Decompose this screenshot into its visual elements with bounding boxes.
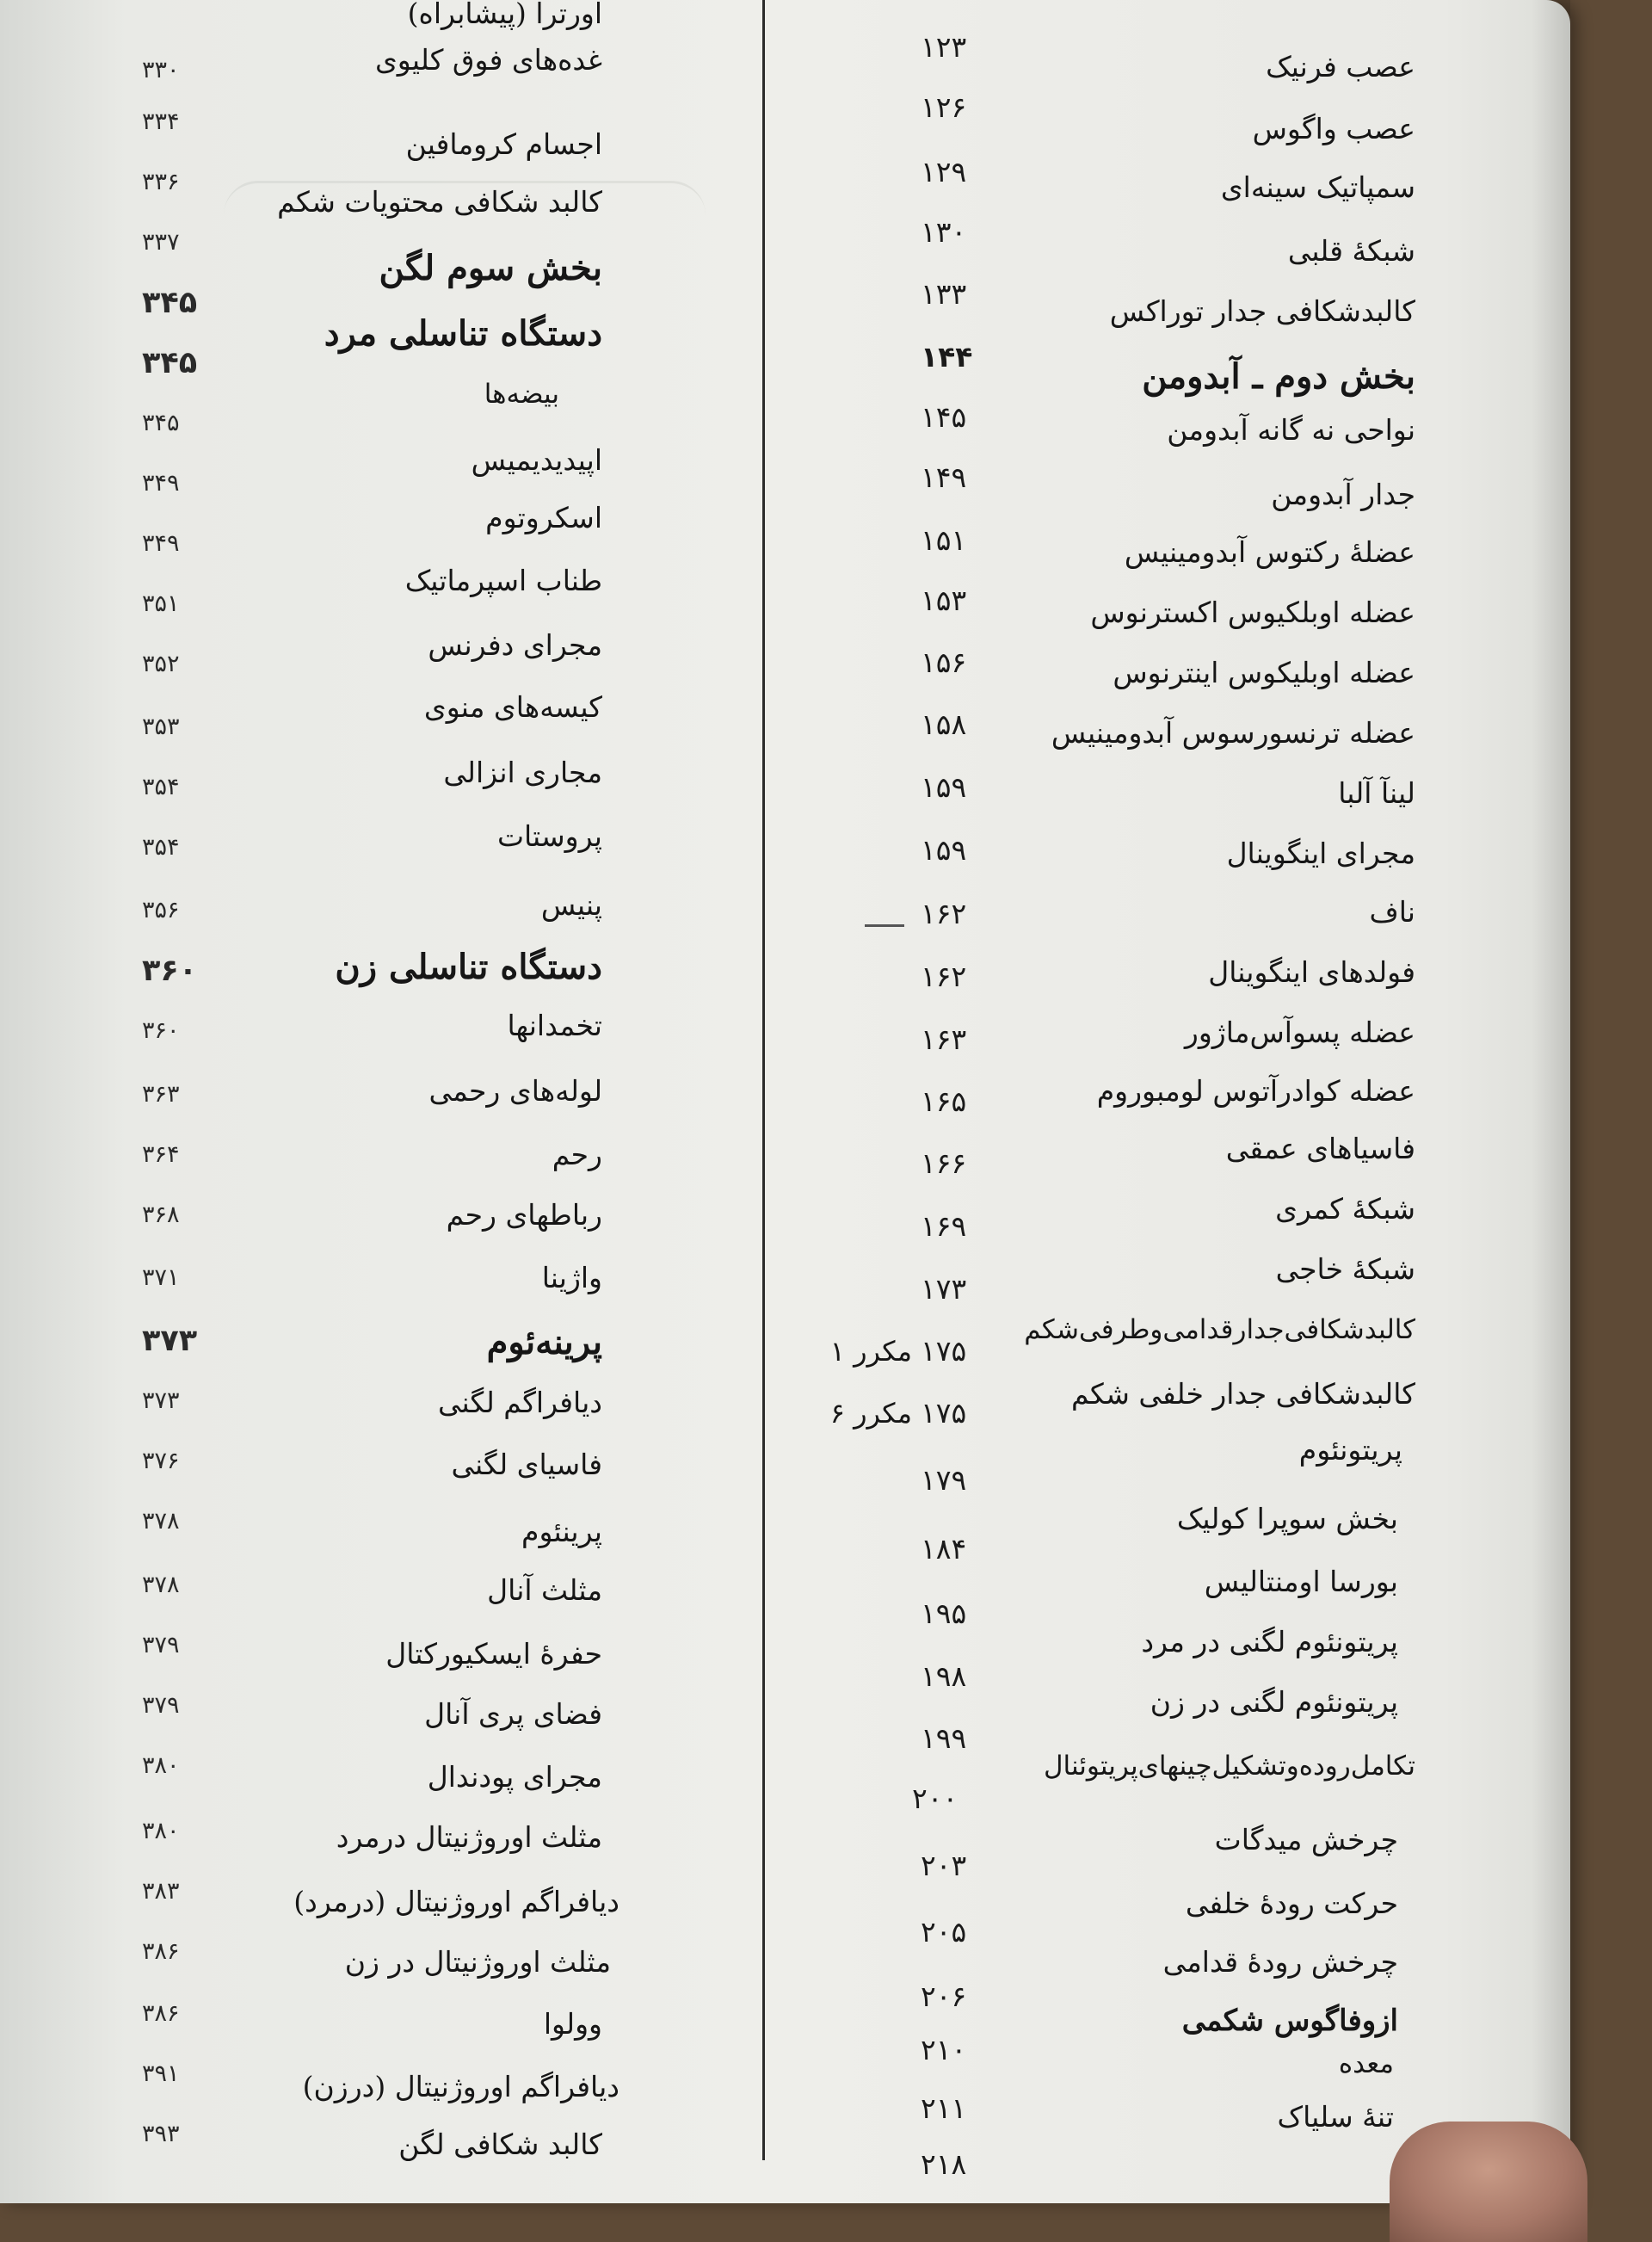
right-entry: [989, 707, 1415, 759]
right-entry: [989, 1244, 1415, 1295]
entry-page: ۳۷۳: [142, 1387, 180, 1414]
right-entry: [989, 41, 1415, 93]
right-page-number: [921, 1014, 1015, 1065]
entry-page: ۱۶۲: [921, 960, 967, 993]
thumb: [1390, 2122, 1587, 2242]
entry-page: ۱۸۴: [921, 1532, 967, 1566]
entry-page: ۳۳۰: [142, 57, 180, 83]
right-entry: [989, 2038, 1394, 2090]
right-entry: [989, 768, 1415, 819]
entry-title: کالبدشکافی جدار خلفی شکم: [1071, 1377, 1415, 1411]
right-page-number: [921, 22, 1015, 73]
right-page-number: [921, 452, 1015, 503]
entry-page: ۳۹۱: [142, 2060, 180, 2087]
entry-page: ۲۱۸: [921, 2147, 967, 2181]
entry-title: سمپاتیک سینه‌ای: [1220, 170, 1415, 204]
left-page-number: [142, 398, 658, 449]
entry-title: پریتونئوم لگنی در زن: [1150, 1685, 1398, 1719]
left-page-number: [142, 1375, 658, 1427]
margin-tick-mark: [865, 924, 904, 927]
right-entry: [989, 405, 1415, 456]
entry-page: ۳۳۶: [142, 169, 180, 195]
entry-page: ۲۰۰: [912, 1782, 959, 1815]
entry-page: ۳۸۶: [142, 2000, 180, 2027]
entry-page: ۳۴۵: [142, 346, 198, 380]
entry-title: اسکروتوم: [485, 501, 602, 534]
entry-page: ۳۷۹: [142, 1632, 180, 1658]
entry-title: ازوفاگوس شکمی: [1181, 2004, 1398, 2038]
entry-title: عضله پسوآس‌ماژور: [1184, 1016, 1415, 1049]
entry-page: ۳۴۹: [142, 470, 180, 497]
right-page-number: [921, 146, 1015, 198]
entry-title: بیضه‌ها: [484, 379, 559, 410]
entry-page: ۱۶۵: [921, 1084, 967, 1118]
entry-title: لینآ آلبا: [1338, 776, 1415, 810]
right-entry: [989, 1183, 1415, 1235]
entry-title: مجرای دفرنس: [428, 628, 602, 662]
entry-title: مثلث اوروژنیتال در زن: [344, 1945, 611, 1979]
entry-title: عضلهٔ رکتوس آبدومینیس: [1124, 535, 1415, 569]
repeat-note-text: مکرر ۶: [829, 1397, 912, 1430]
entry-title: ناف: [1369, 895, 1415, 929]
left-page-number: [142, 1680, 658, 1732]
entry-title: رباطهای رحم: [446, 1198, 602, 1232]
entry-page: ۳۵۶: [142, 897, 180, 923]
entry-title: چرخش میدگات: [1214, 1823, 1398, 1856]
page-edge-shadow: [1532, 0, 1570, 2203]
entry-page: ۲۱۱: [921, 2091, 967, 2125]
right-entry: [989, 1814, 1398, 1866]
entry-title: طناب اسپرماتیک: [404, 564, 602, 597]
left-page-number: [142, 2048, 658, 2100]
entry-page: ۱۵۹: [921, 770, 967, 804]
left-page-number: [142, 458, 658, 510]
right-entry: [989, 1368, 1415, 1420]
entry-page: ۱۵۶: [921, 645, 967, 679]
entry-page: ۱۶۳: [921, 1022, 967, 1056]
entry-page: ۱۹۸: [921, 1659, 967, 1693]
entry-title: کالبد شکافی محتویات شکم: [277, 185, 602, 219]
entry-title: جدار آبدومن: [1271, 478, 1415, 511]
entry-title: دستگاه تناسلی زن: [335, 947, 602, 987]
entry-page: ۱۴۹: [921, 460, 967, 494]
entry-title: عصب فرنیک: [1266, 50, 1415, 83]
right-entry: [989, 828, 1415, 880]
entry-page: ۲۱۰: [921, 2033, 967, 2066]
right-entry: [989, 1007, 1415, 1059]
entry-page: ۱۲۳: [921, 30, 967, 64]
entry-title: بخش دوم ـ آبدومن: [1142, 356, 1415, 397]
left-page-number: [142, 1866, 658, 1918]
entry-page: ۱۵۸: [921, 707, 967, 741]
entry-page: ۱۶۲: [921, 897, 967, 930]
right-entry: [989, 1616, 1398, 1668]
entry-page: ۳۹۳: [142, 2121, 180, 2147]
entry-page: ۳۵۲: [142, 651, 180, 677]
entry-title: مثلث اوروژنیتال درمرد: [336, 1820, 602, 1854]
right-page-number: [921, 1138, 1015, 1189]
left-page-number: [142, 1252, 658, 1304]
entry-page: ۱۴۴: [921, 340, 973, 374]
right-page-number: [921, 637, 1015, 689]
left-page-number: [142, 885, 658, 936]
entry-title: شبکهٔ خاجی: [1275, 1252, 1415, 1286]
right-entry: [989, 1677, 1398, 1728]
left-page-number: [142, 822, 658, 874]
entry-page: ۳۵۴: [142, 774, 180, 800]
left-page-number: [142, 1069, 658, 1121]
entry-title: واژینا: [541, 1261, 602, 1294]
right-page-number: [921, 762, 1015, 813]
entry-page: ۳۴۹: [142, 530, 180, 557]
entry-page: ۳۳۷: [142, 229, 180, 256]
entry-title: دستگاه تناسلی مرد: [324, 313, 602, 354]
left-page-number: [142, 1988, 658, 2040]
entry-title: دیافراگم اوروژنیتال (درمرد): [293, 1885, 620, 1918]
entry-title: پریتونئوم: [1298, 1433, 1402, 1467]
right-entry: [989, 162, 1415, 213]
right-page-number: [921, 331, 1015, 383]
entry-page: ۳۶۰: [142, 954, 198, 988]
right-entry: [989, 527, 1415, 578]
left-page-number: [142, 1806, 658, 1857]
left-page-number: [142, 1129, 658, 1181]
entry-page: ۳۶۰: [142, 1017, 180, 1044]
entry-page: ۳۸۰: [142, 1752, 180, 1779]
entry-title: کالبدشکافی‌جدارقدامی‌وطرفی‌شکم: [1024, 1314, 1415, 1345]
right-page-number: [921, 699, 1015, 750]
right-page-number: [921, 392, 1015, 443]
entry-title: فاسیاهای عمقی: [1225, 1132, 1415, 1165]
entry-title: بورسا اومنتالیس: [1204, 1565, 1398, 1598]
right-entry: [989, 1123, 1415, 1175]
entry-title: کالبد شکافی لگن: [398, 2128, 602, 2161]
entry-title: مجرای پودندال: [427, 1760, 602, 1794]
entry-title: رحم: [552, 1138, 602, 1171]
entry-page: ۳۵۱: [142, 590, 180, 617]
left-page-number: [142, 45, 658, 96]
right-entry: [989, 1304, 1415, 1356]
left-page-number: [142, 1620, 658, 1671]
entry-page: ۳۷۳: [142, 1324, 198, 1358]
entry-page: ۳۸۶: [142, 1938, 180, 1965]
entry-title: حفرهٔ ایسکیورکتال: [385, 1637, 602, 1671]
left-page-number: [142, 157, 658, 208]
entry-page: ۱۲۹: [921, 155, 967, 188]
entry-title: بخش سوم لگن: [379, 248, 602, 288]
repeat-note: [792, 1387, 912, 1439]
entry-page: ۱۵۹: [921, 833, 967, 867]
entry-page: ۲۰۶: [921, 1980, 967, 2013]
right-page-number: [921, 207, 1015, 258]
entry-page: ۱۷۳: [921, 1272, 967, 1306]
entry-page: ۱۳۳: [921, 277, 967, 311]
repeat-note-text: مکرر ۱: [829, 1335, 912, 1368]
entry-title: عضله کوادرآتوس لومبوروم: [1096, 1074, 1415, 1108]
entry-page: ۱۵۱: [921, 523, 967, 557]
left-page-number: [142, 762, 658, 813]
right-entry: [989, 225, 1415, 277]
left-page-number: [142, 639, 658, 690]
entry-title: کالبدشکافی جدار توراکس: [1109, 294, 1415, 328]
left-page-number: [142, 1436, 658, 1487]
entry-title: مثلث آنال: [487, 1573, 602, 1607]
repeat-note: [792, 1325, 912, 1377]
right-entry: [989, 286, 1415, 337]
left-page-number: [142, 96, 658, 148]
right-entry: [989, 587, 1415, 639]
entry-page: ۱۴۵: [921, 400, 967, 434]
right-section-heading: [989, 351, 1415, 403]
entry-title: شبکهٔ کمری: [1275, 1192, 1415, 1226]
entry-title: پنیس: [540, 888, 602, 922]
entry-page: ۳۶۴: [142, 1141, 180, 1168]
entry-title: پریتونئوم لگنی در مرد: [1141, 1625, 1398, 1658]
right-entry: [989, 947, 1415, 998]
entry-title: پرینئوم: [521, 1515, 602, 1548]
right-entry: [989, 469, 1415, 521]
right-entry: [989, 1424, 1402, 1476]
left-page-number: [142, 1560, 658, 1611]
entry-page: ۱۷۵: [921, 1396, 967, 1430]
entry-page: ۳۵۳: [142, 713, 180, 740]
entry-page: ۱۷۹: [921, 1463, 967, 1497]
entry-page: ۱۶۹: [921, 1209, 967, 1243]
left-page-number: [142, 701, 658, 753]
entry-page: ۳۷۱: [142, 1264, 180, 1291]
entry-title: فاسیای لگنی: [451, 1448, 602, 1481]
entry-title: عضله اوبلکیوس اکسترنوس: [1090, 596, 1415, 629]
left-page-number: [142, 1189, 658, 1241]
entry-title: فولدهای اینگوینال: [1208, 955, 1415, 989]
left-page-number: [142, 1315, 658, 1367]
entry-page: ۳۵۴: [142, 834, 180, 861]
entry-title: نواحی نه گانه آبدومن: [1167, 413, 1415, 447]
entry-title: دیافراگم اوروژنیتال (درزن): [302, 2070, 620, 2103]
entry-title: معده: [1338, 2048, 1394, 2079]
entry-page: ۱۷۵: [921, 1334, 967, 1368]
entry-title: عضله اوبلیکوس اینترنوس: [1113, 656, 1415, 689]
right-page-number: [921, 888, 1015, 940]
right-page-number: [921, 515, 1015, 566]
left-page-number: [142, 277, 658, 329]
left-page-number: [142, 1926, 658, 1978]
entry-page: ۳۸۰: [142, 1818, 180, 1844]
entry-page: ۳۶۸: [142, 1201, 180, 1228]
entry-title: تخمدانها: [507, 1009, 602, 1042]
entry-title: لوله‌های رحمی: [428, 1074, 602, 1108]
right-entry: [989, 1740, 1415, 1792]
entry-page: ۳۸۳: [142, 1878, 180, 1905]
left-page-number: [142, 945, 658, 997]
right-entry: [989, 1936, 1398, 1988]
entry-title: بخش سوپرا کولیک: [1176, 1502, 1398, 1535]
entry-title: دیافراگم لگنی: [438, 1386, 602, 1419]
entry-title: عصب واگوس: [1252, 112, 1415, 145]
left-page-number: [142, 217, 658, 269]
entry-page: ۱۹۹: [921, 1721, 967, 1755]
right-page-number: [921, 575, 1015, 627]
entry-title: حرکت رودهٔ خلفی: [1185, 1887, 1398, 1920]
entry-title: مجاری انزالی: [443, 756, 602, 789]
entry-title: تکامل‌روده‌وتشکیل‌چینهای‌پریتوئنال: [1043, 1751, 1415, 1782]
entry-page: ۳۴۵: [142, 286, 198, 320]
entry-page: ۲۰۵: [921, 1915, 967, 1949]
left-page-number: [142, 337, 658, 389]
left-page-number: [142, 2109, 658, 2160]
entry-page: ۱۵۳: [921, 584, 967, 617]
right-page-number: [921, 269, 1015, 320]
right-page-number: [921, 951, 1015, 1003]
entry-page: ۳۷۶: [142, 1448, 180, 1474]
left-page-number: [142, 1740, 658, 1792]
entry-page: ۳۷۸: [142, 1572, 180, 1598]
right-entry: [989, 2091, 1394, 2143]
column-divider: [762, 0, 765, 2160]
entry-page: ۲۰۳: [921, 1849, 967, 1882]
right-entry: [989, 1556, 1398, 1608]
right-entry: [989, 886, 1415, 938]
entry-title: غده‌های فوق کلیوی: [374, 43, 602, 77]
right-page-number: [921, 82, 1015, 133]
right-entry: [989, 103, 1415, 155]
entry-page: ۱۲۶: [921, 90, 967, 124]
right-entry: [989, 647, 1415, 699]
entry-title: وولوا: [543, 2007, 602, 2041]
entry-page: ۳۷۹: [142, 1692, 180, 1719]
entry-title: پروستات: [496, 819, 602, 853]
entry-title: فضای پری آنال: [424, 1697, 602, 1731]
entry-page: ۱۶۶: [921, 1146, 967, 1180]
left-page-number: [142, 518, 658, 570]
entry-title: مجرای اینگوینال: [1226, 837, 1415, 870]
left-page-number: [142, 1005, 658, 1057]
entry-page: ۳۴۵: [142, 410, 180, 436]
entry-title: تنهٔ سلیاک: [1277, 2100, 1394, 2134]
left-header-fragment-text: اورترا (پیشابراه): [407, 0, 602, 30]
right-entry: [989, 1878, 1398, 1930]
right-entry: [989, 1493, 1398, 1545]
entry-page: ۳۳۴: [142, 108, 180, 135]
entry-title: چرخش رودهٔ قدامی: [1162, 1945, 1398, 1979]
entry-title: پرینه‌ئوم: [486, 1322, 602, 1362]
entry-title: اجسام کرومافین: [405, 127, 602, 161]
right-page-number: [921, 1076, 1015, 1127]
entry-title: شبکهٔ قلبی: [1287, 234, 1415, 268]
entry-title: اپیدیدیمیس: [471, 443, 602, 477]
entry-page: ۱۳۰: [921, 215, 967, 249]
entry-page: ۳۶۳: [142, 1081, 180, 1108]
left-page-number: [142, 578, 658, 630]
right-entry: [989, 1065, 1415, 1117]
right-page-number: [921, 2139, 1015, 2190]
entry-page: ۳۷۸: [142, 1508, 180, 1535]
entry-page: ۱۹۵: [921, 1597, 967, 1630]
entry-title: کیسه‌های منوی: [423, 690, 602, 724]
right-page-number: [921, 825, 1015, 876]
left-page-number: [142, 1496, 658, 1547]
entry-title: عضله ترنسورسوس آبدومینیس: [1051, 716, 1415, 750]
